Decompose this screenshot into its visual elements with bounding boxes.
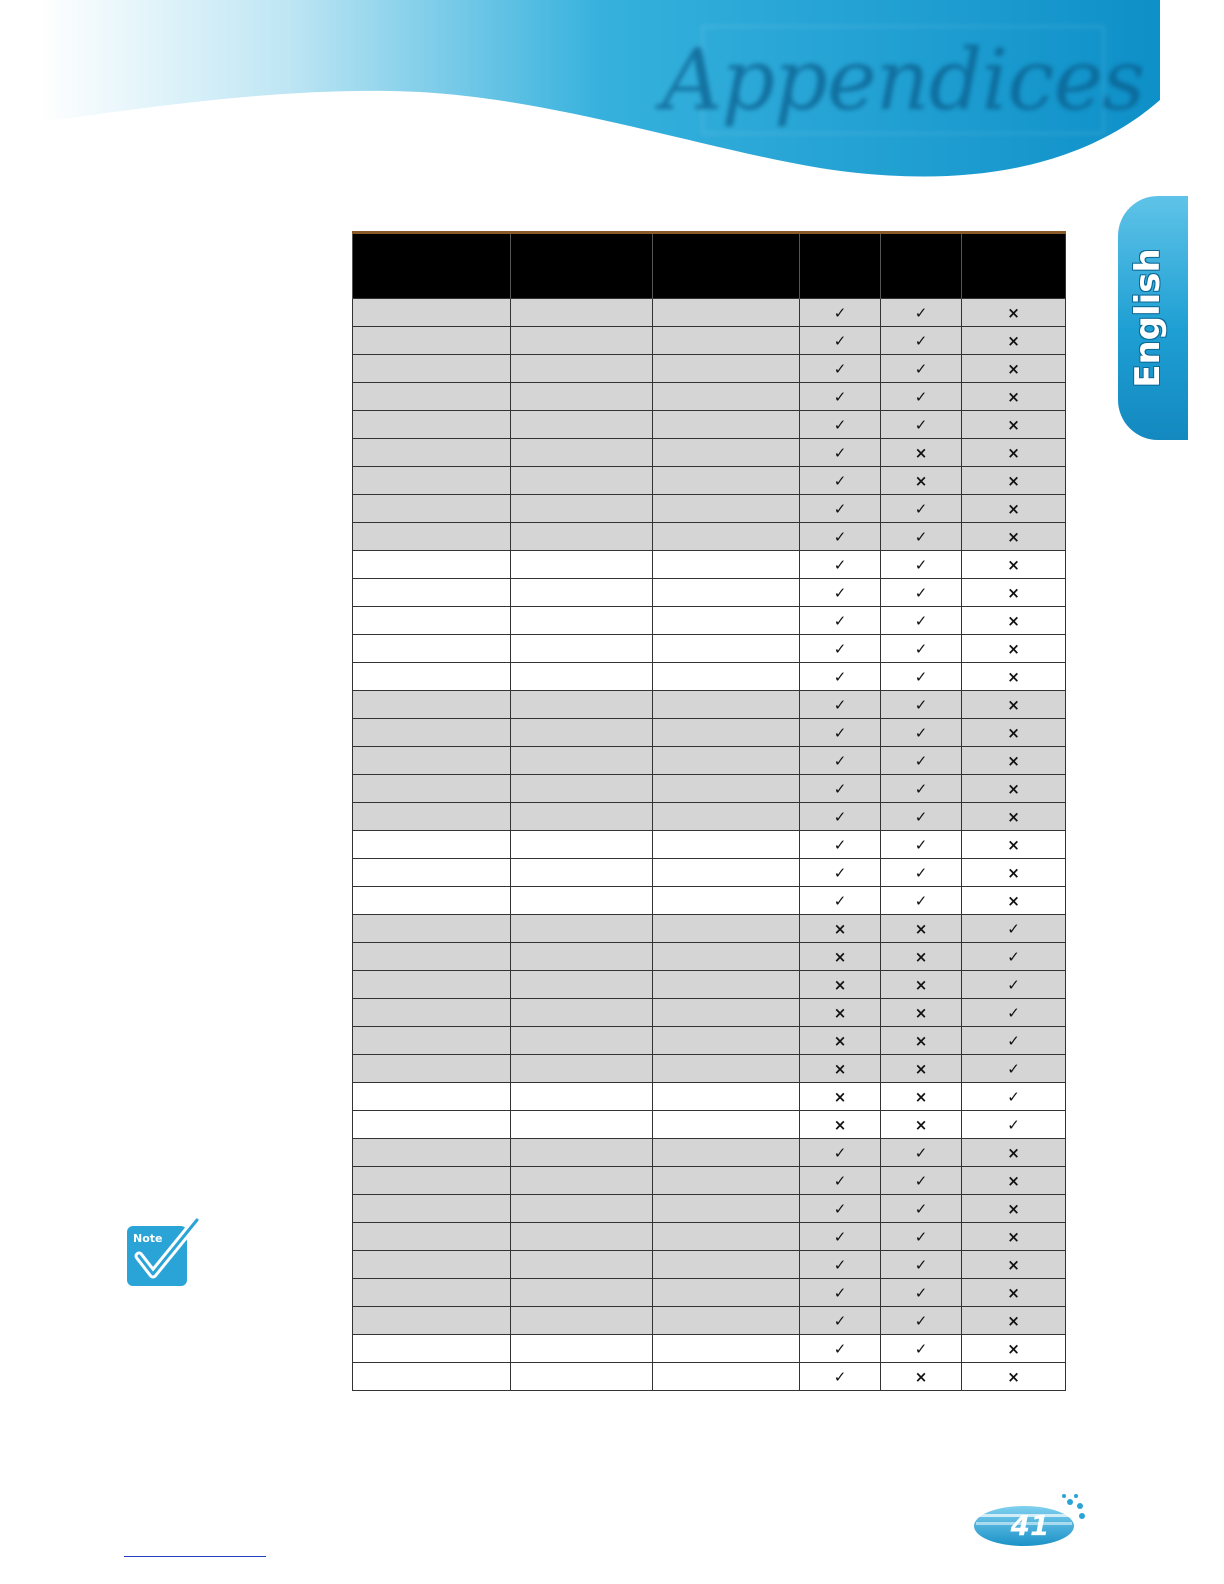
- cross-mark: ×: [881, 467, 962, 495]
- table-row: [353, 1251, 1066, 1279]
- table-cell: [353, 1279, 511, 1307]
- table-cell: [353, 411, 511, 439]
- table-cell: [511, 1083, 653, 1111]
- table-row: [353, 887, 1066, 915]
- table-cell: [653, 1223, 800, 1251]
- table-cell: [653, 1251, 800, 1279]
- check-mark: ✓: [800, 1363, 881, 1391]
- cross-mark: ×: [962, 1139, 1066, 1167]
- table-cell: [353, 551, 511, 579]
- check-mark: ✓: [881, 691, 962, 719]
- table-cell: [653, 1055, 800, 1083]
- table-cell: [353, 1195, 511, 1223]
- table-cell: [511, 831, 653, 859]
- check-mark: ✓: [800, 1279, 881, 1307]
- check-mark: ✓: [962, 971, 1066, 999]
- table-cell: [511, 691, 653, 719]
- table-row: [353, 1335, 1066, 1363]
- table-cell: [653, 831, 800, 859]
- check-mark: ✓: [881, 775, 962, 803]
- header-cell: [353, 233, 511, 299]
- table-cell: [511, 1139, 653, 1167]
- cross-mark: ×: [881, 1111, 962, 1139]
- check-mark: ✓: [881, 803, 962, 831]
- table-row: [353, 775, 1066, 803]
- cross-mark: ×: [800, 943, 881, 971]
- table-cell: [353, 831, 511, 859]
- note-check-icon: [125, 1214, 201, 1290]
- cross-mark: ×: [800, 1083, 881, 1111]
- cross-mark: ×: [962, 327, 1066, 355]
- table-row: [353, 635, 1066, 663]
- check-mark: ✓: [962, 1055, 1066, 1083]
- cross-mark: ×: [962, 1279, 1066, 1307]
- table-cell: [511, 299, 653, 327]
- check-mark: ✓: [962, 1111, 1066, 1139]
- table-cell: [511, 1363, 653, 1391]
- table-row: [353, 1111, 1066, 1139]
- table-row: [353, 999, 1066, 1027]
- table-cell: [353, 943, 511, 971]
- table-cell: [511, 999, 653, 1027]
- check-mark: ✓: [800, 1223, 881, 1251]
- check-mark: ✓: [800, 663, 881, 691]
- table-row: [353, 1279, 1066, 1307]
- check-mark: ✓: [800, 831, 881, 859]
- cross-mark: ×: [881, 1055, 962, 1083]
- check-mark: ✓: [881, 1251, 962, 1279]
- check-mark: ✓: [800, 719, 881, 747]
- table-cell: [511, 971, 653, 999]
- cross-mark: ×: [962, 691, 1066, 719]
- table-cell: [511, 551, 653, 579]
- table-cell: [653, 1363, 800, 1391]
- check-mark: ✓: [800, 411, 881, 439]
- table-row: [353, 971, 1066, 999]
- cross-mark: ×: [881, 1363, 962, 1391]
- table-row: [353, 943, 1066, 971]
- table-header-row: [353, 233, 1066, 299]
- table-cell: [653, 1027, 800, 1055]
- cross-mark: ×: [962, 803, 1066, 831]
- table-cell: [353, 859, 511, 887]
- table-row: [353, 1223, 1066, 1251]
- table-cell: [353, 719, 511, 747]
- table-cell: [511, 495, 653, 523]
- table-row: [353, 355, 1066, 383]
- table-row: [353, 299, 1066, 327]
- table-cell: [653, 635, 800, 663]
- check-mark: ✓: [800, 1139, 881, 1167]
- footer-rule: [124, 1556, 266, 1557]
- cross-mark: ×: [962, 747, 1066, 775]
- table-cell: [653, 1279, 800, 1307]
- cross-mark: ×: [962, 579, 1066, 607]
- table-row: [353, 1139, 1066, 1167]
- table-cell: [353, 1055, 511, 1083]
- cross-mark: ×: [800, 915, 881, 943]
- cross-mark: ×: [962, 551, 1066, 579]
- table-cell: [653, 691, 800, 719]
- check-mark: ✓: [962, 999, 1066, 1027]
- cross-mark: ×: [800, 999, 881, 1027]
- table-cell: [511, 1055, 653, 1083]
- table-cell: [353, 1307, 511, 1335]
- cross-mark: ×: [962, 299, 1066, 327]
- check-mark: ✓: [881, 355, 962, 383]
- check-mark: ✓: [800, 887, 881, 915]
- header-cell: [962, 233, 1066, 299]
- check-mark: ✓: [881, 831, 962, 859]
- header-cell: [800, 233, 881, 299]
- check-mark: ✓: [881, 1139, 962, 1167]
- table-cell: [653, 299, 800, 327]
- table-cell: [653, 999, 800, 1027]
- table-cell: [353, 1223, 511, 1251]
- check-mark: ✓: [881, 1335, 962, 1363]
- table-cell: [353, 1111, 511, 1139]
- table-cell: [653, 551, 800, 579]
- check-mark: ✓: [800, 775, 881, 803]
- table-cell: [653, 859, 800, 887]
- table-cell: [653, 1335, 800, 1363]
- check-mark: ✓: [800, 327, 881, 355]
- cross-mark: ×: [962, 1251, 1066, 1279]
- compatibility-table: [352, 231, 1066, 1391]
- table-row: [353, 831, 1066, 859]
- table-cell: [653, 943, 800, 971]
- cross-mark: ×: [881, 999, 962, 1027]
- table-cell: [353, 775, 511, 803]
- table-cell: [353, 691, 511, 719]
- check-mark: ✓: [800, 495, 881, 523]
- cross-mark: ×: [962, 831, 1066, 859]
- table-cell: [511, 1251, 653, 1279]
- cross-mark: ×: [962, 495, 1066, 523]
- table-cell: [653, 663, 800, 691]
- table-cell: [511, 327, 653, 355]
- table-cell: [353, 607, 511, 635]
- cross-mark: ×: [962, 635, 1066, 663]
- table-cell: [353, 299, 511, 327]
- table-cell: [653, 775, 800, 803]
- table-cell: [353, 1363, 511, 1391]
- table-cell: [353, 915, 511, 943]
- cross-mark: ×: [962, 887, 1066, 915]
- table-cell: [353, 1335, 511, 1363]
- check-mark: ✓: [800, 1307, 881, 1335]
- cross-mark: ×: [881, 1083, 962, 1111]
- check-mark: ✓: [881, 299, 962, 327]
- table-cell: [511, 635, 653, 663]
- page-number: 41: [1010, 1509, 1050, 1542]
- check-mark: ✓: [800, 1335, 881, 1363]
- table-row: [353, 383, 1066, 411]
- table-cell: [353, 1027, 511, 1055]
- check-mark: ✓: [881, 1279, 962, 1307]
- check-mark: ✓: [881, 495, 962, 523]
- table-cell: [511, 1223, 653, 1251]
- check-mark: ✓: [881, 523, 962, 551]
- table-row: [353, 1055, 1066, 1083]
- table-cell: [653, 1083, 800, 1111]
- check-mark: ✓: [881, 663, 962, 691]
- cross-mark: ×: [962, 859, 1066, 887]
- table-cell: [653, 1307, 800, 1335]
- cross-mark: ×: [962, 1223, 1066, 1251]
- table-cell: [353, 1251, 511, 1279]
- table-cell: [511, 467, 653, 495]
- table-row: [353, 523, 1066, 551]
- check-mark: ✓: [881, 411, 962, 439]
- table-row: [353, 859, 1066, 887]
- check-mark: ✓: [881, 579, 962, 607]
- table-cell: [511, 439, 653, 467]
- table-row: [353, 747, 1066, 775]
- table-cell: [653, 439, 800, 467]
- note-label: Note: [133, 1232, 163, 1245]
- table-row: [353, 1167, 1066, 1195]
- table-row: [353, 1195, 1066, 1223]
- table-cell: [511, 1307, 653, 1335]
- table-cell: [511, 1195, 653, 1223]
- table-cell: [653, 747, 800, 775]
- check-mark: ✓: [800, 551, 881, 579]
- table-row: [353, 719, 1066, 747]
- table-row: [353, 495, 1066, 523]
- table-cell: [653, 915, 800, 943]
- table-cell: [653, 579, 800, 607]
- cross-mark: ×: [800, 971, 881, 999]
- check-mark: ✓: [800, 355, 881, 383]
- table-cell: [511, 411, 653, 439]
- table-cell: [353, 635, 511, 663]
- table-cell: [511, 943, 653, 971]
- check-mark: ✓: [800, 691, 881, 719]
- check-mark: ✓: [962, 1027, 1066, 1055]
- check-mark: ✓: [962, 1083, 1066, 1111]
- table-cell: [511, 355, 653, 383]
- table-cell: [653, 411, 800, 439]
- table-cell: [511, 915, 653, 943]
- table-cell: [511, 1111, 653, 1139]
- table-row: [353, 1307, 1066, 1335]
- table-cell: [511, 607, 653, 635]
- check-mark: ✓: [800, 747, 881, 775]
- cross-mark: ×: [962, 1335, 1066, 1363]
- check-mark: ✓: [800, 1195, 881, 1223]
- check-mark: ✓: [881, 1167, 962, 1195]
- check-mark: ✓: [962, 915, 1066, 943]
- cross-mark: ×: [881, 439, 962, 467]
- check-mark: ✓: [881, 887, 962, 915]
- table-cell: [653, 467, 800, 495]
- table-cell: [653, 383, 800, 411]
- check-mark: ✓: [800, 439, 881, 467]
- cross-mark: ×: [962, 523, 1066, 551]
- table-row: [353, 691, 1066, 719]
- table-cell: [511, 1279, 653, 1307]
- cross-mark: ×: [800, 1027, 881, 1055]
- cross-mark: ×: [962, 411, 1066, 439]
- header-cell: [881, 233, 962, 299]
- table-cell: [653, 719, 800, 747]
- table-cell: [353, 999, 511, 1027]
- check-mark: ✓: [881, 1307, 962, 1335]
- check-mark: ✓: [881, 1223, 962, 1251]
- check-mark: ✓: [800, 383, 881, 411]
- table-cell: [511, 523, 653, 551]
- check-mark: ✓: [800, 1251, 881, 1279]
- table-cell: [653, 355, 800, 383]
- check-mark: ✓: [881, 551, 962, 579]
- table-cell: [653, 327, 800, 355]
- table-cell: [653, 1195, 800, 1223]
- table-cell: [511, 663, 653, 691]
- check-mark: ✓: [800, 299, 881, 327]
- check-mark: ✓: [881, 747, 962, 775]
- cross-mark: ×: [962, 1167, 1066, 1195]
- cross-mark: ×: [962, 663, 1066, 691]
- header-cell: [653, 233, 800, 299]
- table-row: [353, 551, 1066, 579]
- table-row: [353, 439, 1066, 467]
- check-mark: ✓: [800, 467, 881, 495]
- table-cell: [353, 971, 511, 999]
- check-mark: ✓: [800, 859, 881, 887]
- table-cell: [353, 887, 511, 915]
- table-cell: [511, 859, 653, 887]
- cross-mark: ×: [800, 1055, 881, 1083]
- table-cell: [511, 1335, 653, 1363]
- table-cell: [353, 1167, 511, 1195]
- table-row: [353, 663, 1066, 691]
- check-mark: ✓: [800, 579, 881, 607]
- table-cell: [653, 803, 800, 831]
- cross-mark: ×: [962, 1363, 1066, 1391]
- table-cell: [653, 1111, 800, 1139]
- table-cell: [511, 579, 653, 607]
- language-tab-label: English: [1128, 248, 1168, 388]
- table-cell: [353, 523, 511, 551]
- table-row: [353, 915, 1066, 943]
- table-cell: [511, 803, 653, 831]
- cross-mark: ×: [962, 383, 1066, 411]
- table-row: [353, 327, 1066, 355]
- table-cell: [511, 747, 653, 775]
- table-row: [353, 1083, 1066, 1111]
- table-row: [353, 1027, 1066, 1055]
- table-cell: [653, 523, 800, 551]
- check-mark: ✓: [881, 1195, 962, 1223]
- cross-mark: ×: [881, 943, 962, 971]
- check-mark: ✓: [800, 635, 881, 663]
- check-mark: ✓: [881, 327, 962, 355]
- table-cell: [511, 1027, 653, 1055]
- table-cell: [353, 327, 511, 355]
- cross-mark: ×: [881, 1027, 962, 1055]
- cross-mark: ×: [962, 439, 1066, 467]
- check-mark: ✓: [881, 383, 962, 411]
- table-row: [353, 803, 1066, 831]
- table-cell: [353, 747, 511, 775]
- check-mark: ✓: [881, 635, 962, 663]
- cross-mark: ×: [962, 775, 1066, 803]
- table-cell: [511, 887, 653, 915]
- table-row: [353, 1363, 1066, 1391]
- table-cell: [353, 663, 511, 691]
- table-cell: [653, 971, 800, 999]
- cross-mark: ×: [881, 971, 962, 999]
- check-mark: ✓: [881, 719, 962, 747]
- table-cell: [653, 495, 800, 523]
- table-body: [353, 299, 1066, 1391]
- check-mark: ✓: [800, 523, 881, 551]
- table-cell: [353, 355, 511, 383]
- cross-mark: ×: [962, 467, 1066, 495]
- check-mark: ✓: [800, 607, 881, 635]
- table-row: [353, 411, 1066, 439]
- cross-mark: ×: [962, 719, 1066, 747]
- cross-mark: ×: [962, 1195, 1066, 1223]
- table-cell: [353, 495, 511, 523]
- table-cell: [353, 803, 511, 831]
- cross-mark: ×: [881, 915, 962, 943]
- table-row: [353, 467, 1066, 495]
- table-cell: [353, 439, 511, 467]
- table-cell: [353, 383, 511, 411]
- table-cell: [511, 719, 653, 747]
- table-cell: [511, 383, 653, 411]
- table-row: [353, 607, 1066, 635]
- table-cell: [653, 1139, 800, 1167]
- table-cell: [353, 467, 511, 495]
- check-mark: ✓: [962, 943, 1066, 971]
- table-cell: [353, 579, 511, 607]
- cross-mark: ×: [962, 355, 1066, 383]
- table-cell: [353, 1139, 511, 1167]
- page-title: Appendices: [702, 26, 1104, 134]
- table-cell: [653, 887, 800, 915]
- check-mark: ✓: [800, 1167, 881, 1195]
- table-cell: [653, 1167, 800, 1195]
- cross-mark: ×: [962, 607, 1066, 635]
- table-cell: [511, 775, 653, 803]
- check-mark: ✓: [881, 607, 962, 635]
- check-mark: ✓: [881, 859, 962, 887]
- table-cell: [511, 1167, 653, 1195]
- table-cell: [353, 1083, 511, 1111]
- check-mark: ✓: [800, 803, 881, 831]
- header-cell: [511, 233, 653, 299]
- cross-mark: ×: [800, 1111, 881, 1139]
- table-row: [353, 579, 1066, 607]
- cross-mark: ×: [962, 1307, 1066, 1335]
- table-cell: [653, 607, 800, 635]
